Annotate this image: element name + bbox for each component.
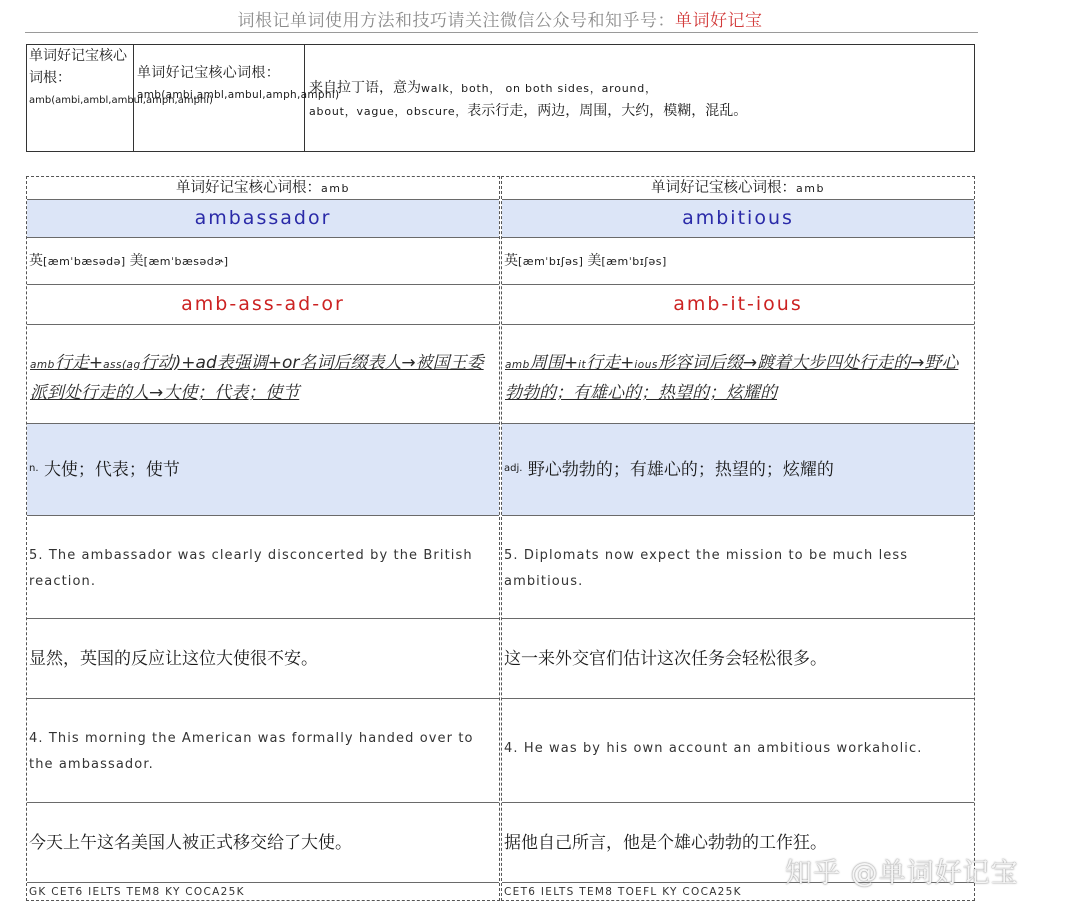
pron-uk-flag: 英 xyxy=(29,253,43,269)
ety-part-4: 行走+ xyxy=(586,353,635,373)
root-meaning-origin: 来自拉丁语，意为 xyxy=(309,80,421,96)
pron-us: [æmˈbæsədɚ] xyxy=(143,255,229,268)
root-meaning-latin-2: about，vague，obscure， xyxy=(309,105,468,118)
pron-uk: [æmˈbæsədə] xyxy=(43,255,126,268)
root-meaning-chinese: 表示行走，两边，周围，大约，模糊，混乱。 xyxy=(467,103,748,119)
card-exam-tags: GK CET6 IELTS TEM8 KY COCA25K xyxy=(29,886,245,898)
word-card-ambitious xyxy=(501,176,975,901)
card-pronunciation xyxy=(502,238,974,285)
card-headword: ambitious xyxy=(502,200,974,238)
ety-part-5: 表强调+or xyxy=(216,353,300,373)
card-root-row xyxy=(502,177,974,200)
header-divider xyxy=(25,32,978,33)
root-table xyxy=(26,44,975,152)
header-brand: 单词好记宝 xyxy=(675,11,763,31)
card-example-2: 4. He was by his own account an ambitious workaholic. xyxy=(502,699,974,803)
definition-text: 野心勃勃的；有雄心的；热望的；炫耀的 xyxy=(527,460,834,480)
ety-part-6: 形容词后缀→踱着大步四处行走的→野心勃勃的；有雄心的；热望的；炫耀的 xyxy=(505,353,959,403)
card-pronunciation xyxy=(27,238,499,285)
page-header xyxy=(0,6,1000,31)
pron-uk-flag: 英 xyxy=(504,253,518,269)
card-etymology xyxy=(502,325,974,424)
card-root-value: amb xyxy=(796,182,825,195)
definition-text: 大使；代表；使节 xyxy=(43,460,180,480)
root-meaning-cell xyxy=(305,45,974,151)
root-cell-2-value: amb(ambi,ambl,ambul,amph,amphi) xyxy=(137,89,340,101)
card-root-value: amb xyxy=(321,182,350,195)
card-root-label: 单词好记宝核心词根： xyxy=(176,180,322,196)
ety-part-1: amb xyxy=(505,359,530,371)
root-cell-1-label: 单词好记宝核心词根： xyxy=(29,48,127,86)
pron-us-flag: 美 xyxy=(129,253,144,269)
card-morpheme-split: amb-it-ious xyxy=(502,285,974,325)
root-cell-1-value: amb(ambi,ambl,ambul,amph,amphi) xyxy=(29,95,213,106)
card-example-1: 5. The ambassador was clearly disconcerted by the British reaction. xyxy=(27,516,499,619)
card-translation-1: 显然，英国的反应让这位大使很不安。 xyxy=(27,619,499,699)
ety-part-2: 周围+ xyxy=(529,353,579,373)
root-cell-2 xyxy=(134,45,340,151)
part-of-speech: adj. xyxy=(504,463,523,474)
card-exam-tags: CET6 IELTS TEM8 TOEFL KY COCA25K xyxy=(504,886,742,898)
card-root-row xyxy=(27,177,499,200)
card-definition xyxy=(27,424,499,516)
ety-part-6: 名词后缀表人→被国王委派到处行走的人→大使；代表；使节 xyxy=(30,353,484,403)
pron-us-flag: 美 xyxy=(587,253,602,269)
card-root-label: 单词好记宝核心词根： xyxy=(651,180,797,196)
part-of-speech: n. xyxy=(29,463,39,474)
card-translation-1: 这一来外交官们估计这次任务会轻松很多。 xyxy=(502,619,974,699)
ety-part-2: 行走+ xyxy=(54,353,104,373)
card-headword: ambassador xyxy=(27,200,499,238)
zhihu-watermark: 知乎 @单词好记宝 xyxy=(785,858,1019,889)
root-cell-2-label: 单词好记宝核心词根： xyxy=(137,65,280,81)
root-meaning-latin-1: walk，both， on both sides，around， xyxy=(421,82,657,95)
card-example-2: 4. This morning the American was formally handed over to the ambassador. xyxy=(27,699,499,803)
card-example-1: 5. Diplomats now expect the mission to be much less ambitious. xyxy=(502,516,974,619)
card-definition xyxy=(502,424,974,516)
ety-part-4: 行动)+ad xyxy=(140,353,217,373)
ety-part-3: ass(ag xyxy=(103,359,141,371)
ety-part-3: it xyxy=(578,359,587,371)
word-card-ambassador xyxy=(26,176,500,901)
card-translation-2: 据他自己所言，他是个雄心勃勃的工作狂。 xyxy=(502,803,974,883)
header-text: 词根记单词使用方法和技巧请关注微信公众号和知乎号： xyxy=(237,11,675,31)
card-translation-2: 今天上午这名美国人被正式移交给了大使。 xyxy=(27,803,499,883)
root-cell-1 xyxy=(27,45,213,151)
ety-part-1: amb xyxy=(30,359,55,371)
pron-us: [æmˈbɪʃəs] xyxy=(601,255,667,268)
card-etymology xyxy=(27,325,499,424)
pron-uk: [æmˈbɪʃəs] xyxy=(518,255,584,268)
ety-part-5: ious xyxy=(634,359,658,371)
card-morpheme-split: amb-ass-ad-or xyxy=(27,285,499,325)
